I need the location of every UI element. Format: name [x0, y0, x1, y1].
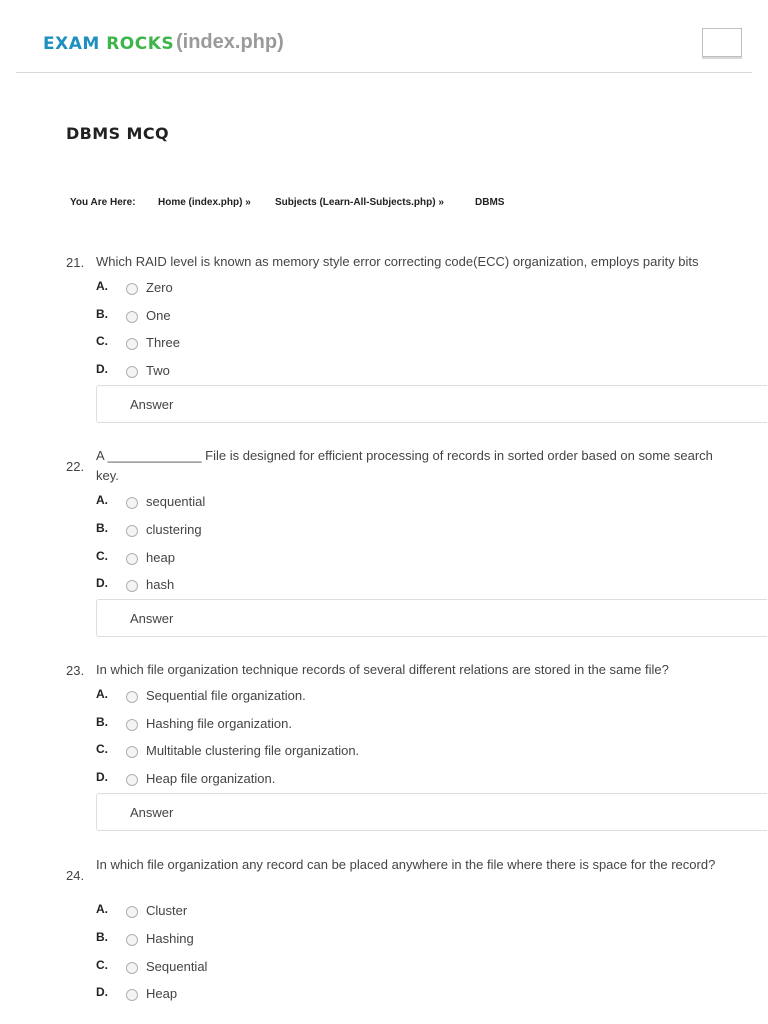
page-title: DBMS MCQ: [66, 124, 169, 143]
site-header: [16, 0, 752, 73]
radio-button[interactable]: [126, 746, 138, 758]
logo-exam-text: EXAM: [43, 34, 100, 54]
radio-button[interactable]: [126, 774, 138, 786]
question-text: In which file organization any record can be placed anywhere in the file where there is space for the record?: [96, 857, 716, 872]
option-text: One: [146, 308, 171, 323]
question-number: 22.: [66, 459, 85, 474]
option-b[interactable]: [96, 307, 696, 327]
radio-button[interactable]: [126, 283, 138, 295]
option-b[interactable]: [96, 930, 696, 950]
option-letter: C.: [96, 742, 108, 756]
option-letter: B.: [96, 715, 108, 729]
option-letter: A.: [96, 902, 108, 916]
answer-label: Answer: [130, 397, 174, 412]
radio-button[interactable]: [126, 338, 138, 350]
option-c[interactable]: [96, 958, 696, 978]
site-logo[interactable]: [43, 34, 174, 54]
option-text: hash: [146, 577, 175, 592]
option-text: heap: [146, 550, 175, 565]
question-text: A _____________ File is designed for efficient processing of records in sorted order based on some search key.: [96, 448, 713, 483]
option-c[interactable]: [96, 742, 696, 762]
option-letter: A.: [96, 279, 108, 293]
option-letter: C.: [96, 549, 108, 563]
option-text: Hashing: [146, 931, 194, 946]
option-text: Two: [146, 363, 170, 378]
radio-button[interactable]: [126, 311, 138, 323]
menu-toggle-button[interactable]: [702, 28, 742, 57]
index-link[interactable]: (index.php): [176, 31, 284, 53]
option-d[interactable]: [96, 770, 696, 790]
option-text: Sequential: [146, 959, 208, 974]
radio-button[interactable]: [126, 691, 138, 703]
option-letter: D.: [96, 985, 108, 999]
breadcrumb-item-dbms[interactable]: DBMS: [475, 197, 505, 208]
radio-button[interactable]: [126, 525, 138, 537]
radio-button[interactable]: [126, 497, 138, 509]
option-a[interactable]: [96, 902, 696, 922]
radio-button[interactable]: [126, 962, 138, 974]
breadcrumb-label: You Are Here:: [70, 197, 136, 208]
option-text: Zero: [146, 280, 173, 295]
option-text: Multitable clustering file organization.: [146, 743, 360, 758]
option-letter: D.: [96, 576, 108, 590]
option-b[interactable]: [96, 521, 696, 541]
option-letter: C.: [96, 958, 108, 972]
answer-toggle[interactable]: [96, 599, 767, 637]
question-text: In which file organization technique records of several different relations are stored in the same file?: [96, 662, 669, 677]
question-text: Which RAID level is known as memory style error correcting code(ECC) organization, employs parity bits: [96, 254, 699, 269]
option-text: Heap file organization.: [146, 771, 276, 786]
question-number: 21.: [66, 255, 85, 270]
radio-button[interactable]: [126, 366, 138, 378]
option-c[interactable]: [96, 334, 696, 354]
radio-button[interactable]: [126, 719, 138, 731]
option-a[interactable]: [96, 493, 696, 513]
option-b[interactable]: [96, 715, 696, 735]
option-letter: C.: [96, 334, 108, 348]
radio-button[interactable]: [126, 553, 138, 565]
option-letter: B.: [96, 307, 108, 321]
option-text: Cluster: [146, 903, 188, 918]
option-d[interactable]: [96, 362, 696, 382]
option-text: clustering: [146, 522, 202, 537]
option-letter: A.: [96, 493, 108, 507]
answer-label: Answer: [130, 611, 174, 626]
option-letter: D.: [96, 362, 108, 376]
answer-label: Answer: [130, 805, 174, 820]
option-text: Hashing file organization.: [146, 716, 292, 731]
option-c[interactable]: [96, 549, 696, 569]
question-number: 23.: [66, 663, 85, 678]
breadcrumb-item-home[interactable]: Home (index.php) »: [158, 197, 251, 208]
option-letter: B.: [96, 521, 108, 535]
option-letter: D.: [96, 770, 108, 784]
radio-button[interactable]: [126, 906, 138, 918]
option-d[interactable]: [96, 985, 696, 1005]
logo-rocks-text: ROCKS: [106, 34, 175, 54]
option-text: Heap: [146, 986, 178, 1001]
answer-toggle[interactable]: [96, 385, 767, 423]
answer-toggle[interactable]: [96, 793, 767, 831]
radio-button[interactable]: [126, 989, 138, 1001]
question-number: 24.: [66, 868, 85, 883]
option-letter: A.: [96, 687, 108, 701]
option-letter: B.: [96, 930, 108, 944]
option-text: sequential: [146, 494, 206, 509]
radio-button[interactable]: [126, 580, 138, 592]
radio-button[interactable]: [126, 934, 138, 946]
option-text: Three: [146, 335, 180, 350]
breadcrumb-item-subjects[interactable]: Subjects (Learn-All-Subjects.php) »: [275, 197, 444, 208]
option-d[interactable]: [96, 576, 696, 596]
option-a[interactable]: [96, 687, 696, 707]
option-a[interactable]: [96, 279, 696, 299]
option-text: Sequential file organization.: [146, 688, 306, 703]
